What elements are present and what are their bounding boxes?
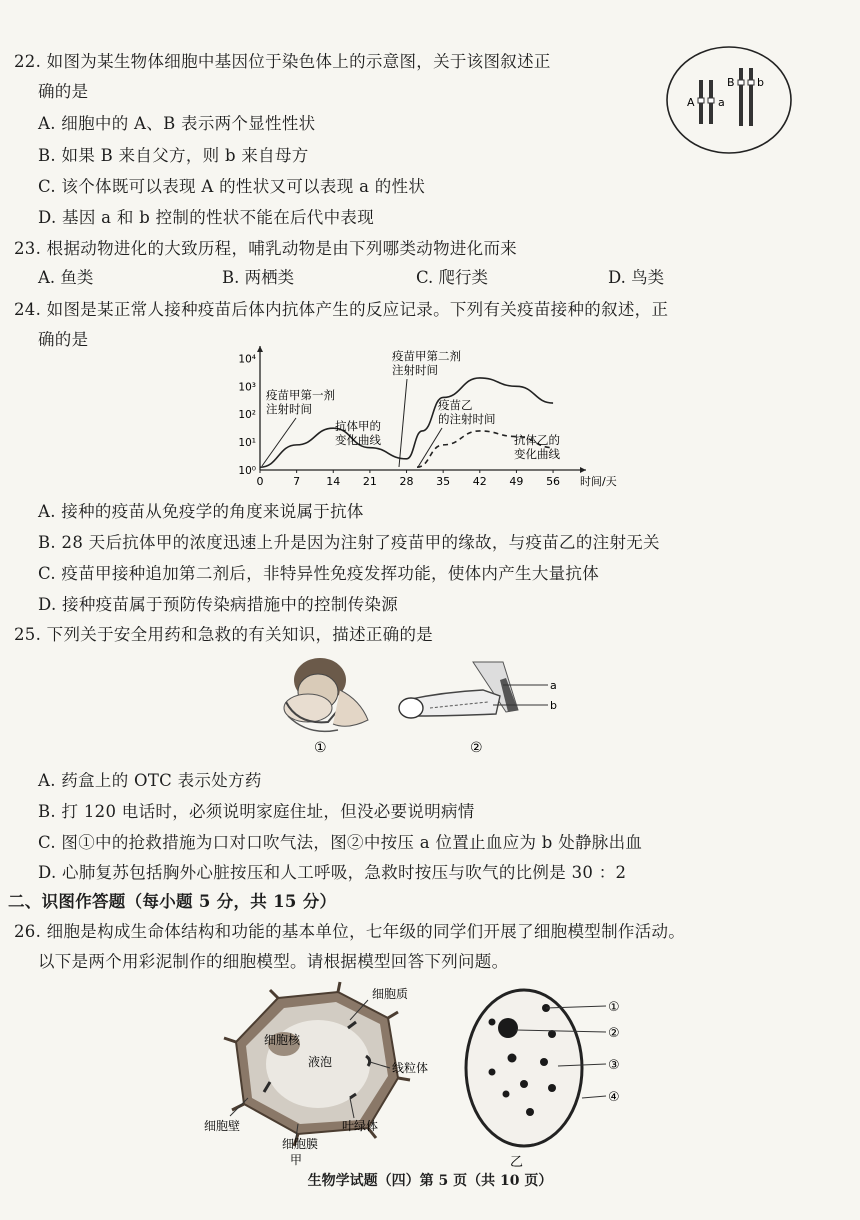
label-nucleus: 细胞核 [264,1033,301,1047]
y-tick-label: 10⁰ [238,465,256,477]
label-vacuole: 液泡 [308,1055,333,1069]
q22-option-c: C. 该个体既可以表现 A 的性状又可以表现 a 的性状 [38,177,426,196]
arm-bleeding-illustration [399,662,548,718]
q24-stem-line1: 24. 如图是某正常人接种疫苗后体内抗体产生的反应记录。下列有关疫苗接种的叙述，正 [14,300,669,319]
label-cytoplasm: 细胞质 [372,987,409,1001]
x-tick-label: 35 [436,475,451,488]
x-tick-label: 14 [326,475,341,488]
q24-option-d: D. 接种疫苗属于预防传染病措施中的控制传染源 [38,595,399,614]
annot-antibody-b-2: 变化曲线 [514,447,560,461]
gene-label-b: b [757,76,764,89]
label-3: ③ [608,1058,620,1073]
x-tick-label: 0 [256,475,264,488]
arm-label-b: b [550,699,557,712]
page-footer: 生物学试题（四）第 5 页（共 10 页） [307,1173,553,1189]
annot-vaccine-b-2: 的注射时间 [438,412,496,426]
y-axis-arrow [257,346,263,352]
gene-label-a: a [718,96,725,109]
label-1: ① [608,1000,620,1015]
q25-option-a: A. 药盒上的 OTC 表示处方药 [38,771,262,790]
label-cell-a: 甲 [290,1153,303,1167]
label-cell-b: 乙 [510,1155,524,1170]
q22-option-a: A. 细胞中的 A、B 表示两个显性性状 [38,114,316,133]
plant-cell-model [200,978,460,1170]
annot-antibody-a-1: 抗体甲的 [335,419,381,433]
label-cell-membrane: 细胞膜 [282,1137,319,1151]
annot-antibody-a-2: 变化曲线 [335,433,381,447]
q22-stem-line1: 22. 如图为某生物体细胞中基因位于染色体上的示意图，关于该图叙述正 [14,52,551,71]
y-tick-label: 10³ [238,381,256,394]
x-tick-label: 28 [399,475,414,488]
x-tick-label: 42 [472,475,487,488]
q24-option-c: C. 疫苗甲接种追加第二剂后，非特异性免疫发挥功能，使体内产生大量抗体 [38,564,600,583]
annot-vaccine-b-1: 疫苗乙 [438,398,473,412]
q24-stem-line2: 确的是 [38,330,89,349]
section-2-heading: 二、识图作答题（每小题 5 分，共 15 分） [8,892,337,911]
label-2: ② [608,1026,620,1041]
q23-option-d: D. 鸟类 [608,268,665,287]
annot-first-dose-2: 注射时间 [266,402,312,416]
figure-2-label: ② [470,740,483,756]
x-tick-label: 7 [293,475,301,488]
arm-label-a: a [550,679,557,692]
q22-stem-line2: 确的是 [38,82,89,101]
chromosome-figure [665,44,795,156]
q23-option-c: C. 爬行类 [416,268,489,287]
x-tick-label: 56 [546,475,561,488]
annot-second-dose-2: 注射时间 [392,363,438,377]
q24-option-a: A. 接种的疫苗从免疫学的角度来说属于抗体 [38,502,364,521]
label-4: ④ [608,1090,620,1105]
first-aid-figure [278,650,578,760]
q22-option-b: B. 如果 B 来自父方，则 b 来自母方 [38,146,309,165]
q26-stem-line2: 以下是两个用彩泥制作的细胞模型。请根据模型回答下列问题。 [38,952,509,971]
x-tick-label: 21 [362,475,377,488]
gene-label-A: A [687,96,695,109]
x-axis-arrow [580,467,586,473]
y-tick-label: 10¹ [238,437,256,450]
label-cell-wall: 细胞壁 [204,1119,241,1133]
mouth-to-mouth-illustration [284,658,368,731]
q23-option-b: B. 两栖类 [222,268,295,287]
x-axis-label: 时间/天 [580,475,617,488]
label-chloroplast: 叶绿体 [342,1119,379,1133]
annot-second-dose-1: 疫苗甲第二剂 [392,349,461,363]
gene-label-B: B [727,76,735,89]
label-mitochondria: 线粒体 [392,1061,429,1075]
antibody-chart [222,342,632,494]
q24-option-b: B. 28 天后抗体甲的浓度迅速上升是因为注射了疫苗甲的缘故，与疫苗乙的注射无关 [38,533,660,552]
q22-option-d: D. 基因 a 和 b 控制的性状不能在后代中表现 [38,208,375,227]
annot-antibody-b-1: 抗体乙的 [514,433,560,447]
figure-1-label: ① [314,740,327,756]
q23-stem: 23. 根据动物进化的大致历程，哺乳动物是由下列哪类动物进化而来 [14,239,518,258]
q25-option-d: D. 心肺复苏包括胸外心脏按压和人工呼吸，急救时按压与吹气的比例是 30 ：2 [38,863,627,882]
x-tick-label: 49 [509,475,524,488]
q25-stem: 25. 下列关于安全用药和急救的有关知识，描述正确的是 [14,625,434,644]
y-tick-label: 10⁴ [238,353,256,366]
y-tick-label: 10² [238,409,256,422]
q25-option-c: C. 图①中的抢救措施为口对口吹气法，图②中按压 a 位置止血应为 b 处静脉出血 [38,833,643,852]
annot-first-dose-1: 疫苗甲第一剂 [266,388,335,402]
q25-option-b: B. 打 120 电话时，必须说明家庭住址，但没必要说明病情 [38,802,475,821]
q23-option-a: A. 鱼类 [38,268,94,287]
q26-stem-line1: 26. 细胞是构成生命体结构和功能的基本单位，七年级的同学们开展了细胞模型制作活动。 [14,922,686,941]
animal-cell-model [460,978,650,1170]
